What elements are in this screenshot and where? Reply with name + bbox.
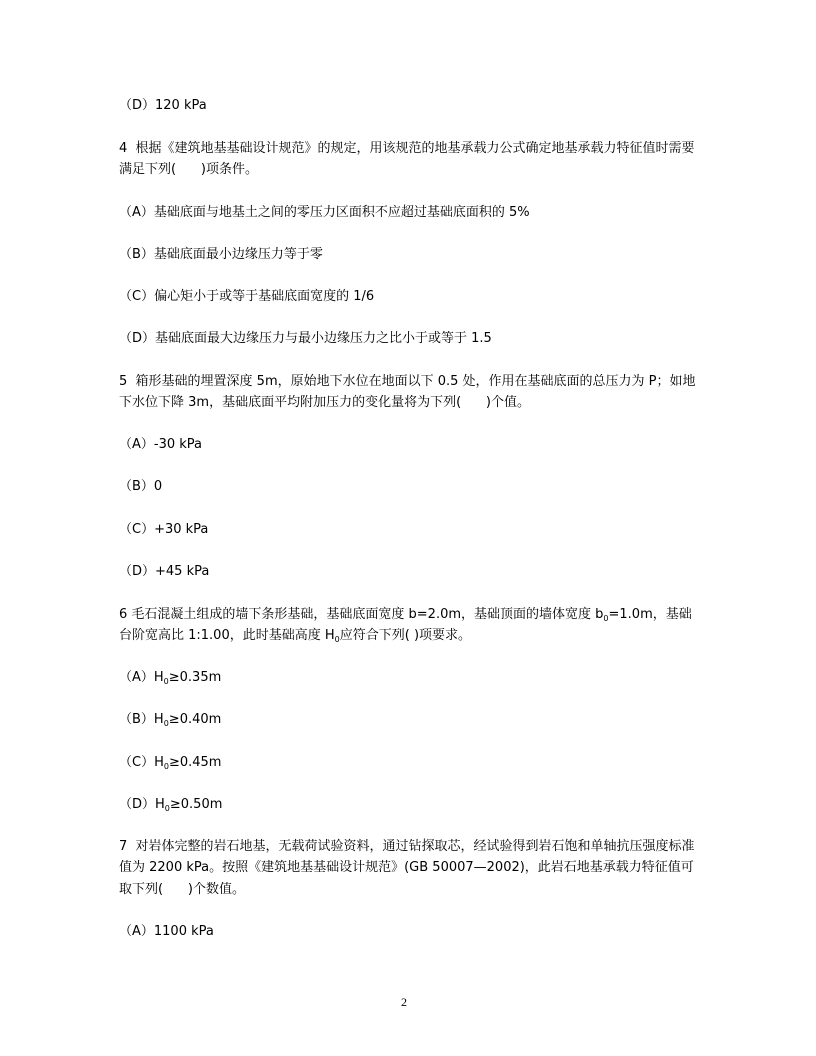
q4-option-c: （C）偏心矩小于或等于基础底面宽度的 1/6 [119, 289, 375, 304]
question-6-stem [119, 604, 699, 647]
option-subscript: 0 [163, 762, 169, 771]
question-5-stem: 5 箱形基础的埋置深度 5m，原始地下水位在地面以下 0.5 处，作用在基础底面的总压力为 P；如地下水位下降 3m，基础底面平均附加压力的变化量将为下列( )个值。 [119, 374, 696, 411]
q6-option-c [119, 752, 699, 773]
option-suffix: ≥0.45m [168, 755, 222, 770]
option-prefix: （B）H [119, 712, 164, 727]
q6-stem-part: 6 毛石混凝土组成的墙下条形基础，基础底面宽度 b=2.0m，基础顶面的墙体宽度 b [119, 607, 604, 622]
option-suffix: ≥0.35m [168, 670, 222, 685]
q7-option-a: （A）1100 kPa [119, 924, 214, 939]
q6-option-d [119, 794, 699, 815]
option-prefix: （D）H [119, 797, 165, 812]
q4-option-a: （A）基础底面与地基土之间的零压力区面积不应超过基础底面积的 5% [119, 205, 530, 220]
q6-subscript: 0 [334, 635, 340, 645]
q5-option-b: （B）0 [119, 479, 163, 494]
option-suffix: ≥0.50m [169, 797, 223, 812]
q4-option-b: （B）基础底面最小边缘压力等于零 [119, 247, 323, 262]
q5-option-c: （C）+30 kPa [119, 522, 209, 537]
option-subscript: 0 [163, 677, 169, 686]
q6-subscript: 0 [603, 614, 609, 623]
option-suffix: ≥0.40m [168, 712, 222, 727]
question-4-stem: 4 根据《建筑地基基础设计规范》的规定，用该规范的地基承载力公式确定地基承载力特征值时需要满足下列( )项条件。 [119, 141, 695, 178]
option-subscript: 0 [163, 719, 169, 728]
q6-option-a [119, 667, 699, 688]
q6-stem-part: =1.0m，基础台阶宽高比 1:1.00，此时基础高度 H [119, 607, 692, 644]
question-7-stem: 7 对岩体完整的岩石地基，无载荷试验资料，通过钻探取芯，经试验得到岩石饱和单轴抗压强度标准值为 2200 kPa。按照《建筑地基基础设计规范》(GB 50007—2002)，此岩石地基承载力特征值可取下列( )个数值。 [119, 839, 695, 897]
option-prefix: （C）H [119, 755, 164, 770]
q5-option-a: （A）-30 kPa [119, 437, 203, 452]
q3-option-d: （D）120 kPa [119, 98, 207, 113]
q5-option-d: （D）+45 kPa [119, 564, 210, 579]
option-subscript: 0 [164, 804, 170, 813]
page-number: 2 [401, 995, 407, 1009]
option-prefix: （A）H [119, 670, 164, 685]
q4-option-d: （D）基础底面最大边缘压力与最小边缘压力之比小于或等于 1.5 [119, 331, 492, 346]
q6-stem-part: 应符合下列( )项要求。 [339, 628, 472, 644]
q6-option-b [119, 709, 699, 730]
